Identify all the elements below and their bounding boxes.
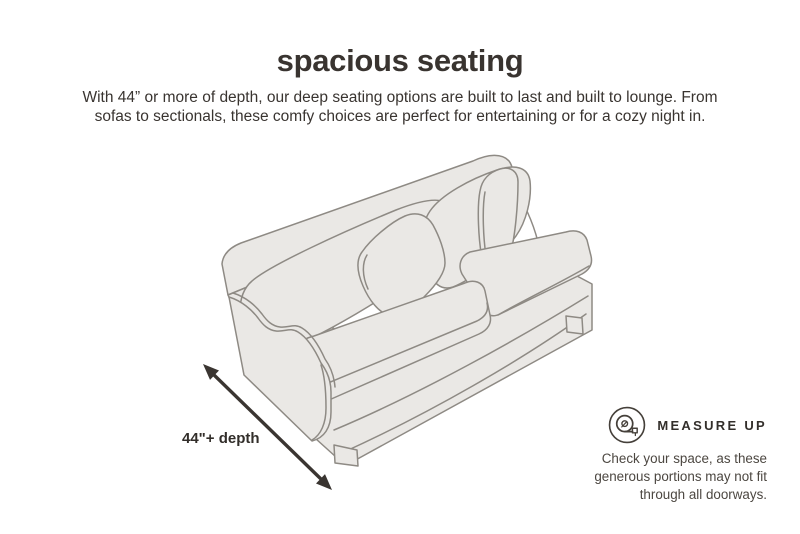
measure-up-header xyxy=(577,405,767,445)
note-line-2: generous portions may not fit xyxy=(594,468,767,484)
depth-dimension-label: 44"+ depth xyxy=(182,430,260,447)
page-title: spacious seating xyxy=(276,43,524,78)
measure-up-note xyxy=(577,450,767,503)
description-line-2: sofas to sectionals, these comfy choices are perfect for entertaining or for a cozy night in. xyxy=(94,107,706,125)
tape-measure-icon xyxy=(607,405,647,445)
sofa-foot-right xyxy=(566,316,583,334)
note-line-3: through all doorways. xyxy=(639,486,767,502)
measure-up-block xyxy=(577,405,767,503)
measure-up-heading: MEASURE UP xyxy=(657,417,767,433)
note-line-1: Check your space, as these xyxy=(601,451,767,466)
description-line-1: With 44” or more of depth, our deep seating options are built to last and built to lounge. From xyxy=(82,89,718,106)
